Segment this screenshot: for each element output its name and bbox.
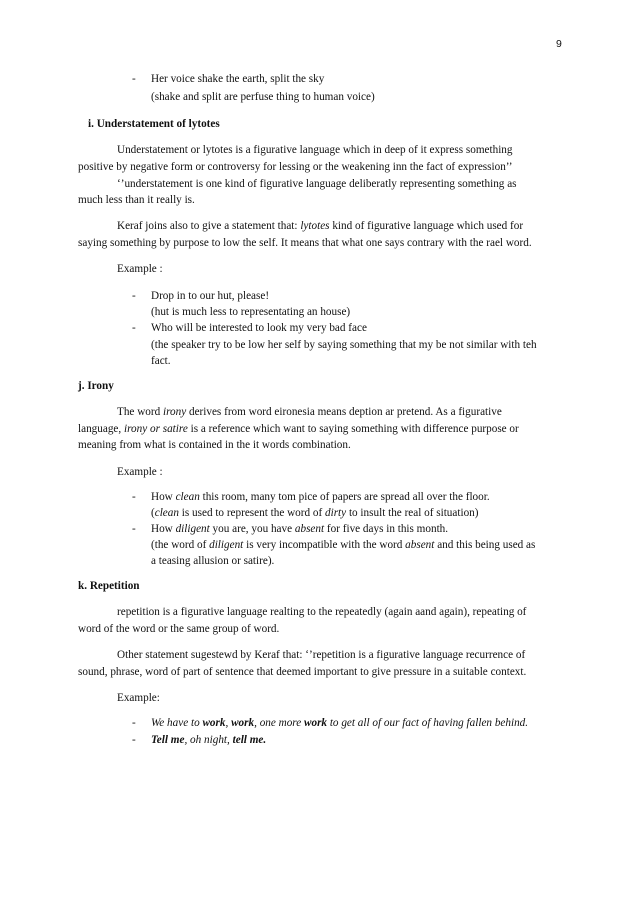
section-j-p1-line3: meaning from what is contained in the it words combination. [78, 439, 351, 451]
section-i-example-2: Who will be interested to look my very bad face [151, 322, 367, 334]
bullet-dash: - [132, 491, 136, 503]
section-k-p2-line2: sound, phrase, word of part of sentence that deemed important to give pressure in a suitable context. [78, 666, 527, 678]
section-i-example-1-note: (hut is much less to representating an house) [151, 306, 351, 318]
section-i-heading: i. Understatement of lytotes [88, 118, 220, 130]
section-k-heading: k. Repetition [78, 580, 140, 592]
section-k-p2-line1: Other statement sugestewd by Keraf that: ‘’repetition is a figurative language recurrence of [117, 649, 526, 661]
section-k-example-label: Example: [117, 692, 160, 704]
section-j-example-1-note: (clean is used to represent the word of dirty to insult the real of situation) [151, 507, 479, 519]
section-j-example-2: How diligent you are, you have absent for five days in this month. [151, 523, 449, 535]
bullet-dash: - [132, 717, 136, 729]
intro-bullet-1-note: (shake and split are perfuse thing to human voice) [151, 91, 375, 103]
section-i-example-1: Drop in to our hut, please! [151, 290, 270, 302]
section-j-p1-line1: The word irony derives from word eironesia means deption ar pretend. As a figurative [117, 406, 502, 418]
section-i-example-2-note-line2: fact. [151, 355, 171, 367]
section-i-p2-line2: saying something by purpose to low the self. It means that what one says contrary with the rael word. [78, 237, 532, 249]
section-i-p1-line3: ‘’understatement is one kind of figurative language deliberatly representing something as [117, 178, 517, 190]
section-i-p1-line2: positive by negative form or controversy for lessing or the weakening inn the fact of expression’’ [78, 161, 513, 173]
bullet-dash: - [132, 73, 136, 85]
section-i-p2-line1: Keraf joins also to give a statement that: lytotes kind of figurative language which used for [117, 220, 524, 232]
section-i-p1-line1: Understatement or lytotes is a figurative language which in deep of it express something [117, 144, 513, 156]
section-j-heading: j. Irony [78, 380, 114, 392]
section-j-example-1: How clean this room, many tom pice of papers are spread all over the floor. [151, 491, 490, 503]
section-i-example-2-note-line1: (the speaker try to be low her self by saying something that my be not similar with teh [151, 339, 537, 351]
section-k-example-2: Tell me, oh night, tell me. [151, 734, 267, 746]
section-k-example-1: We have to work, work, one more work to get all of our fact of having fallen behind. [151, 717, 529, 729]
section-j-example-2-note-line1: (the word of diligent is very incompatible with the word absent and this being used as [151, 539, 536, 551]
section-j-example-2-note-line2: a teasing allusion or satire). [151, 555, 275, 567]
section-j-p1-line2: language, irony or satire is a reference which want to saying something with difference purpose or [78, 423, 519, 435]
page-number: 9 [556, 38, 562, 50]
intro-bullet-1: Her voice shake the earth, split the sky [151, 73, 325, 85]
bullet-dash: - [132, 290, 136, 302]
section-k-p1-line1: repetition is a figurative language realting to the repeatedly (again aand again), repeating of [117, 606, 527, 618]
section-j-example-label: Example : [117, 466, 163, 478]
bullet-dash: - [132, 734, 136, 746]
section-k-p1-line2: word of the word or the same group of word. [78, 623, 280, 635]
section-i-p1-line4: much less than it really is. [78, 194, 195, 206]
bullet-dash: - [132, 523, 136, 535]
bullet-dash: - [132, 322, 136, 334]
section-i-example-label: Example : [117, 263, 163, 275]
